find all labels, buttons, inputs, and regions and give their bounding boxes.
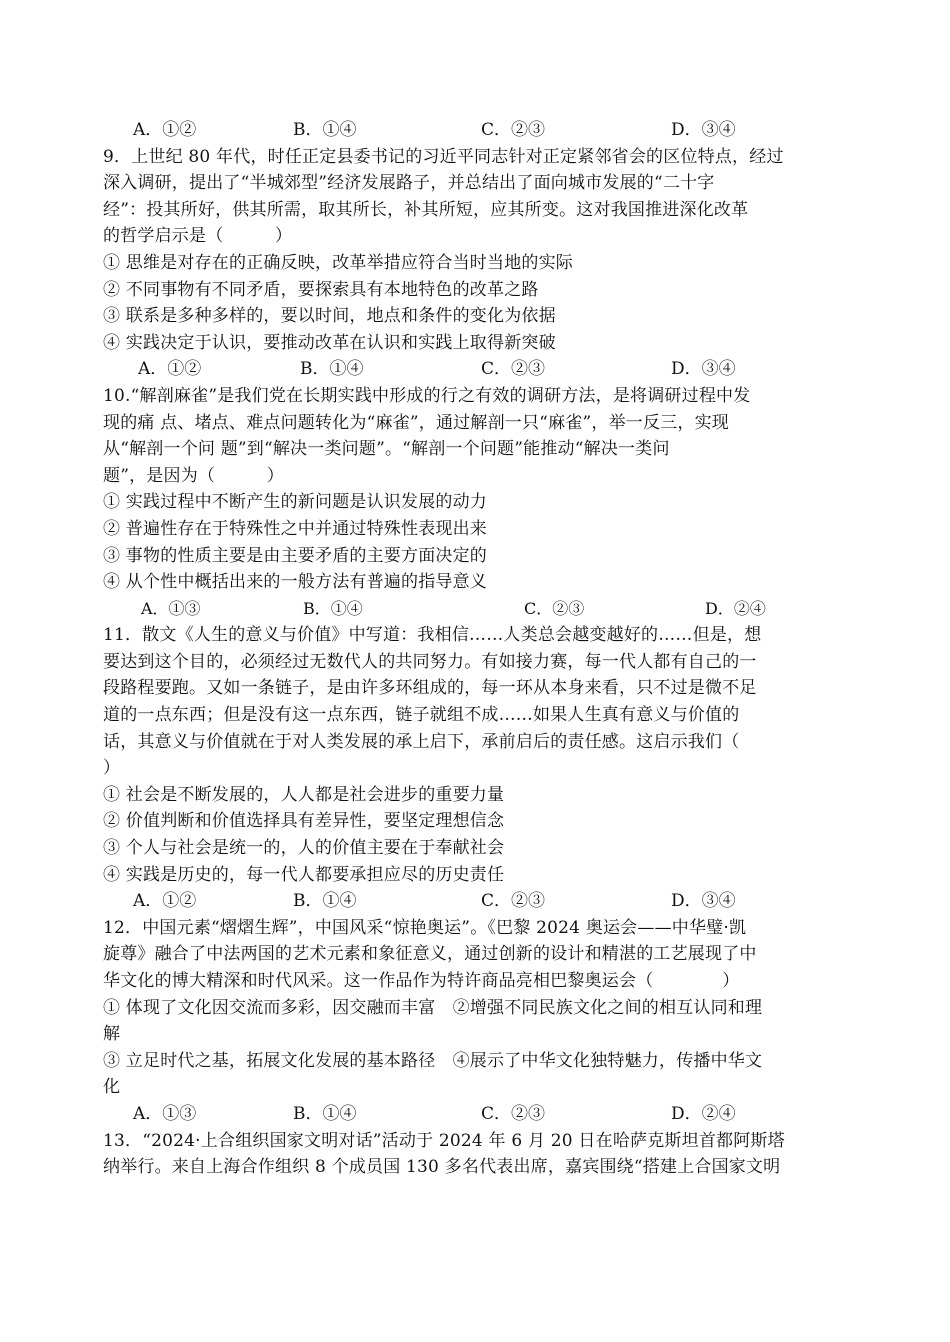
q11-option-c[interactable]: C．②③ xyxy=(481,891,546,912)
q10-option-b[interactable]: B．①④ xyxy=(303,598,363,618)
q9-stem-line: 深入调研，提出了“半城郊型”经济发展路子，并总结出了面向城市发展的“二十字 xyxy=(103,173,715,194)
q11-option-a[interactable]: A．①② xyxy=(133,891,197,912)
q11-stem-line: 道的一点东西；但是没有这一点东西，链子就组不成……如果人生真有意义与价值的 xyxy=(103,705,740,726)
q10-option-c[interactable]: C．②③ xyxy=(524,598,585,618)
q11-item-2: ② 价值判断和价值选择具有差异性，要坚定理想信念 xyxy=(103,811,505,832)
q12-options xyxy=(103,1101,855,1128)
q11-item-4: ④ 实践是历史的，每一代人都要承担应尽的历史责任 xyxy=(103,864,505,885)
q9-item-4: ④ 实践决定于认识，要推动改革在认识和实践上取得新突破 xyxy=(103,332,556,353)
q9-option-a[interactable]: A．①② xyxy=(138,359,202,380)
q9-option-c[interactable]: C．②③ xyxy=(481,359,546,380)
q11-stem-line: 话，其意义与价值就在于对人类发展的承上启下，承前启后的责任感。这启示我们（ xyxy=(103,731,740,752)
q10-item-4: ④ 从个性中概括出来的一般方法有普遍的指导意义 xyxy=(103,572,488,593)
q12-item-line: ③ 立足时代之基，拓展文化发展的基本路径 ④展示了中华文化独特魅力，传播中华文 xyxy=(103,1050,763,1071)
q11-stem-line: 要达到这个目的，必须经过无数代人的共同努力。有如接力赛，每一代人都有自己的一 xyxy=(103,651,757,672)
exam-page xyxy=(103,117,855,1181)
q9-stem-line: 9．上世纪 80 年代，时任正定县委书记的习近平同志针对正定紧邻省会的区位特点，经过 xyxy=(103,146,784,167)
q13-stem-line: 纳举行。来自上海合作组织 8 个成员国 130 多名代表出席，嘉宾围绕“搭建上合国家文明 xyxy=(103,1157,781,1178)
q9-options xyxy=(103,356,855,383)
q10-stem-line: 现的痛 点、堵点、难点问题转化为“麻雀”，通过解剖一只“麻雀”，举一反三，实现 xyxy=(103,412,729,433)
q12-option-d[interactable]: D．②④ xyxy=(671,1103,736,1124)
q10-item-1: ① 实践过程中不断产生的新问题是认识发展的动力 xyxy=(103,492,488,513)
question-11 xyxy=(103,622,855,915)
q12-option-b[interactable]: B．①④ xyxy=(293,1103,357,1124)
q11-option-d[interactable]: D．③④ xyxy=(671,891,736,912)
question-9 xyxy=(103,144,855,383)
q10-item-2: ② 普遍性存在于特殊性之中并通过特殊性表现出来 xyxy=(103,518,488,539)
q11-option-b[interactable]: B．①④ xyxy=(293,891,357,912)
question-12 xyxy=(103,915,855,1128)
q12-stem-line: 旋尊》融合了中法两国的艺术元素和象征意义，通过创新的设计和精湛的工艺展现了中 xyxy=(103,944,757,965)
q12-item-line: 解 xyxy=(103,1024,121,1045)
q10-item-3: ③ 事物的性质主要是由主要矛盾的主要方面决定的 xyxy=(103,545,488,566)
q11-stem-line: ） xyxy=(103,758,121,779)
q12-stem-line: 12．中国元素“熠熠生辉”，中国风采“惊艳奥运”。《巴黎 2024 奥运会——中华璧·凯 xyxy=(103,917,747,938)
q9-option-b[interactable]: B．①④ xyxy=(300,359,364,380)
q10-stem-line: 10.“解剖麻雀”是我们党在长期实践中形成的行之有效的调研方法，是将调研过程中发 xyxy=(103,385,751,406)
q12-option-a[interactable]: A．①③ xyxy=(133,1103,197,1124)
q12-option-c[interactable]: C．②③ xyxy=(481,1103,546,1124)
q9-stem-line: 经”：投其所好，供其所需，取其所长，补其所短，应其所变。这对我国推进深化改革 xyxy=(103,199,749,220)
q9-option-d[interactable]: D．③④ xyxy=(671,359,736,380)
q8-option-c[interactable]: C．②③ xyxy=(481,120,546,140)
q8-options xyxy=(103,117,855,144)
q11-stem-line: 11．散文《人生的意义与价值》中写道：我相信……人类总会越变越好的……但是，想 xyxy=(103,625,762,646)
q10-option-d[interactable]: D．②④ xyxy=(705,598,766,618)
q13-stem-line: 13．“2024·上合组织国家文明对话”活动于 2024 年 6 月 20 日在哈萨克斯坦首都阿斯塔 xyxy=(103,1130,785,1151)
q9-item-3: ③ 联系是多种多样的，要以时间，地点和条件的变化为依据 xyxy=(103,306,556,327)
q10-option-a[interactable]: A．①③ xyxy=(141,598,201,618)
q10-options xyxy=(103,596,855,623)
q8-option-a[interactable]: A．①② xyxy=(133,120,197,140)
question-10 xyxy=(103,383,855,622)
question-13 xyxy=(103,1128,855,1181)
q9-item-2: ② 不同事物有不同矛盾，要探索具有本地特色的改革之路 xyxy=(103,279,539,300)
q9-stem-line: 的哲学启示是（ ） xyxy=(103,226,293,247)
q8-option-b[interactable]: B．①④ xyxy=(293,120,357,140)
q12-item-line: ① 体现了文化因交流而多彩，因交融而丰富 ②增强不同民族文化之间的相互认同和理 xyxy=(103,997,763,1018)
q11-stem-line: 段路程要跑。又如一条链子，是由许多环组成的，每一环从本身来看，只不过是微不足 xyxy=(103,678,757,699)
q12-stem-line: 华文化的博大精深和时代风采。这一作品作为特许商品亮相巴黎奥运会（ ） xyxy=(103,971,740,991)
q11-options xyxy=(103,888,855,915)
q11-item-1: ① 社会是不断发展的，人人都是社会进步的重要力量 xyxy=(103,784,505,805)
q10-stem-line: 从“解剖一个问 题”到“解决一类问题”。“解剖一个问题”能推动“解决一类问 xyxy=(103,439,670,460)
q11-item-3: ③ 个人与社会是统一的，人的价值主要在于奉献社会 xyxy=(103,838,505,859)
q8-option-d[interactable]: D．③④ xyxy=(671,120,736,140)
q9-item-1: ① 思维是对存在的正确反映，改革举措应符合当时当地的实际 xyxy=(103,252,574,273)
q12-item-line: 化 xyxy=(103,1077,121,1098)
q10-stem-line: 题”，是因为（ ） xyxy=(103,465,284,486)
